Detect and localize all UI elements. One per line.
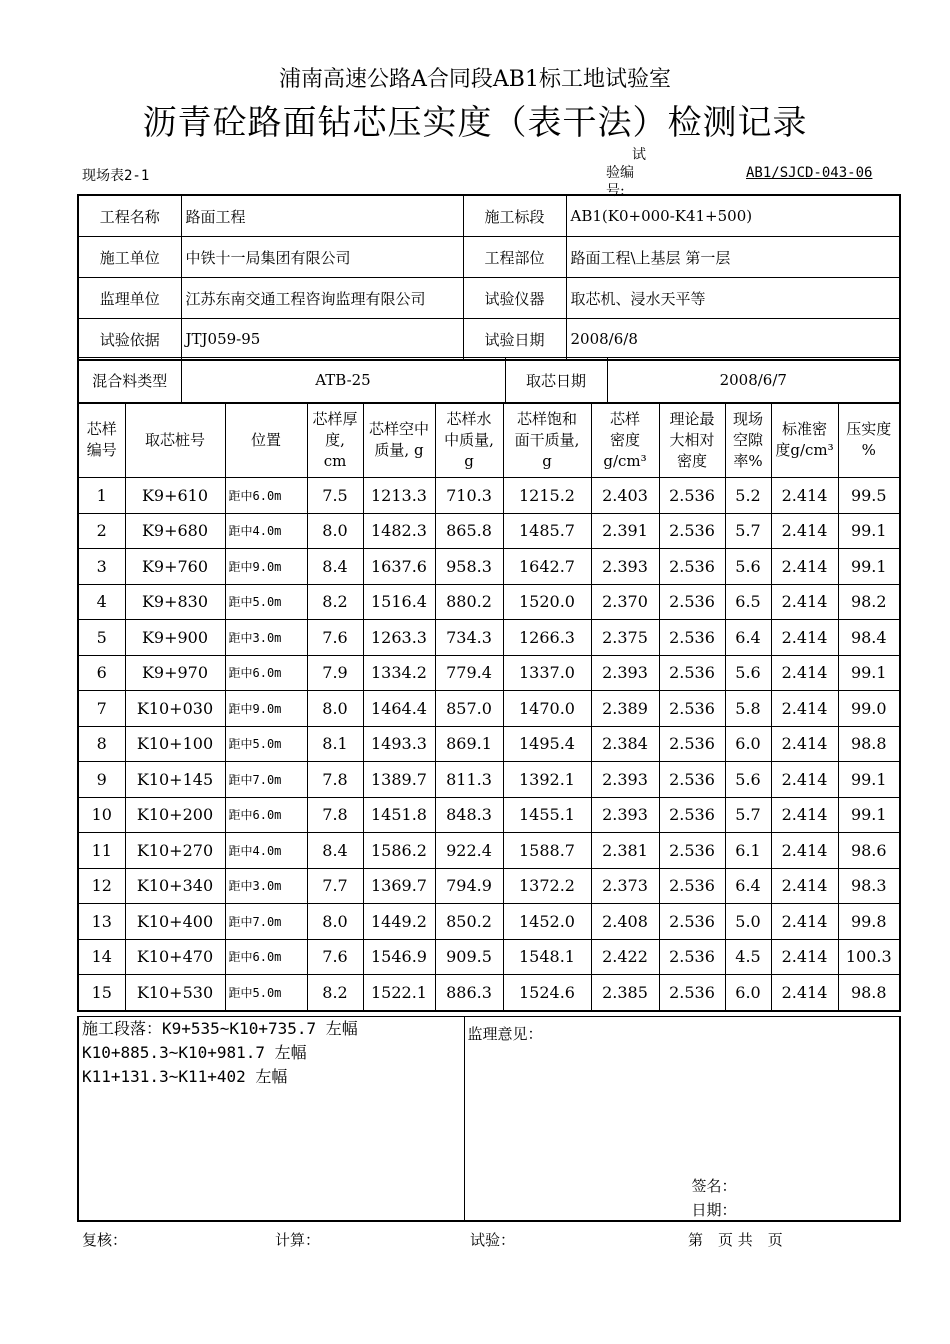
supervision-opinion [464, 1017, 900, 1222]
cell-dry: 1522.1 [363, 975, 435, 1011]
cell-std-density: 2.414 [771, 549, 838, 585]
info-row [78, 278, 900, 319]
cell-water: 922.4 [435, 833, 503, 869]
cell-ssd: 1520.0 [503, 584, 591, 620]
cell-max-density: 2.536 [659, 975, 725, 1011]
header-row [78, 403, 900, 478]
cell-std-density: 2.414 [771, 726, 838, 762]
column-header-line: 芯样空中 [368, 420, 429, 438]
document-title: 沥青砼路面钻芯压实度（表干法）检测记录 [142, 103, 808, 143]
cell-pos: 距中6.0m [225, 939, 307, 975]
coring-date-label: 取芯日期 [505, 358, 607, 404]
cell-max-density: 2.536 [659, 478, 725, 514]
cell-thick: 8.0 [307, 904, 363, 940]
cell-voids: 5.7 [725, 797, 771, 833]
table-row [78, 833, 900, 869]
cell-density: 2.422 [591, 939, 659, 975]
cell-no: 4 [78, 584, 125, 620]
cell-dry: 1213.3 [363, 478, 435, 514]
cell-std-density: 2.414 [771, 868, 838, 904]
cell-voids: 5.7 [725, 513, 771, 549]
cell-no: 9 [78, 762, 125, 798]
cell-thick: 8.0 [307, 513, 363, 549]
info-label: 施工标段 [463, 195, 566, 237]
cell-no: 1 [78, 478, 125, 514]
cell-max-density: 2.536 [659, 584, 725, 620]
column-header-line: 芯样饱和 [516, 409, 577, 428]
cell-water: 869.1 [435, 726, 503, 762]
calc-label: 计算： [275, 1231, 321, 1249]
remarks-table [77, 1016, 901, 1222]
info-value: JTJ059-95 [181, 319, 463, 361]
cell-density: 2.370 [591, 584, 659, 620]
cell-std-density: 2.414 [771, 939, 838, 975]
cell-ssd: 1266.3 [503, 620, 591, 656]
cell-pos: 距中6.0m [225, 797, 307, 833]
cell-no: 14 [78, 939, 125, 975]
cell-max-density: 2.536 [659, 833, 725, 869]
cell-thick: 7.7 [307, 868, 363, 904]
cell-thick: 8.1 [307, 726, 363, 762]
table-row [78, 726, 900, 762]
cell-std-density: 2.414 [771, 797, 838, 833]
cell-max-density: 2.536 [659, 726, 725, 762]
cell-station: K9+830 [125, 584, 225, 620]
cell-density: 2.385 [591, 975, 659, 1011]
cell-thick: 7.9 [307, 655, 363, 691]
info-value: AB1(K0+000-K41+500) [566, 195, 900, 237]
cell-voids: 6.4 [725, 620, 771, 656]
cell-station: K10+145 [125, 762, 225, 798]
cell-density: 2.375 [591, 620, 659, 656]
cell-voids: 5.0 [725, 904, 771, 940]
info-value: 中铁十一局集团有限公司 [181, 237, 463, 278]
cell-thick: 7.6 [307, 620, 363, 656]
cell-density: 2.393 [591, 655, 659, 691]
cell-pos: 距中3.0m [225, 620, 307, 656]
cell-voids: 5.8 [725, 691, 771, 727]
cell-std-density: 2.414 [771, 513, 838, 549]
cell-ssd: 1470.0 [503, 691, 591, 727]
cell-thick: 7.8 [307, 762, 363, 798]
cell-no: 3 [78, 549, 125, 585]
cell-ssd: 1548.1 [503, 939, 591, 975]
cell-max-density: 2.536 [659, 620, 725, 656]
table-row [78, 691, 900, 727]
cell-ssd: 1337.0 [503, 655, 591, 691]
column-header-line: 芯样厚 [312, 409, 358, 428]
cell-compaction: 99.5 [838, 478, 900, 514]
mix-type-label: 混合料类型 [78, 358, 181, 404]
column-header [503, 403, 591, 478]
test-label: 试验： [470, 1231, 516, 1249]
column-header-line: 位置 [250, 430, 281, 449]
info-row [78, 319, 900, 361]
column-header [307, 403, 363, 478]
table-row [78, 549, 900, 585]
supervision-label: 监理意见： [467, 1025, 543, 1043]
cell-compaction: 98.2 [838, 584, 900, 620]
info-label: 施工单位 [78, 237, 181, 278]
cell-ssd: 1485.7 [503, 513, 591, 549]
cell-station: K10+030 [125, 691, 225, 727]
info-label: 监理单位 [78, 278, 181, 319]
cell-compaction: 99.1 [838, 797, 900, 833]
cell-compaction: 99.1 [838, 513, 900, 549]
cell-thick: 7.5 [307, 478, 363, 514]
cell-station: K10+530 [125, 975, 225, 1011]
column-header-line: 度, [325, 430, 345, 449]
cell-ssd: 1455.1 [503, 797, 591, 833]
column-header-line: 理论最 [669, 409, 715, 428]
cell-ssd: 1392.1 [503, 762, 591, 798]
cell-dry: 1451.8 [363, 797, 435, 833]
info-label: 工程名称 [78, 195, 181, 237]
cell-max-density: 2.536 [659, 691, 725, 727]
table-row [78, 868, 900, 904]
cell-dry: 1516.4 [363, 584, 435, 620]
cell-water: 886.3 [435, 975, 503, 1011]
cell-density: 2.393 [591, 797, 659, 833]
column-header-line: 质量, g [374, 441, 424, 459]
cell-no: 5 [78, 620, 125, 656]
column-header-line: 编号 [86, 441, 117, 459]
column-header-line: 度g/cm³ [775, 441, 834, 459]
cell-voids: 6.0 [725, 975, 771, 1011]
cell-std-density: 2.414 [771, 478, 838, 514]
table-row [78, 655, 900, 691]
info-value: 江苏东南交通工程咨询监理有限公司 [181, 278, 463, 319]
cell-water: 865.8 [435, 513, 503, 549]
review-label: 复核： [82, 1231, 128, 1249]
cell-dry: 1637.6 [363, 549, 435, 585]
page-count: 第 页 共 页 [688, 1231, 783, 1249]
cell-max-density: 2.536 [659, 904, 725, 940]
test-number: AB1/SJCD-043-06 [746, 165, 873, 181]
cell-voids: 5.2 [725, 478, 771, 514]
cell-station: K9+970 [125, 655, 225, 691]
cell-dry: 1546.9 [363, 939, 435, 975]
cell-station: K10+200 [125, 797, 225, 833]
column-header [591, 403, 659, 478]
cell-pos: 距中6.0m [225, 478, 307, 514]
cell-no: 8 [78, 726, 125, 762]
column-header-line: cm [323, 451, 347, 470]
cell-thick: 8.0 [307, 691, 363, 727]
cell-density: 2.391 [591, 513, 659, 549]
column-header-line: 中质量, [444, 430, 494, 449]
cell-thick: 8.4 [307, 549, 363, 585]
column-header-line: g [464, 451, 474, 470]
cell-std-density: 2.414 [771, 904, 838, 940]
cell-water: 710.3 [435, 478, 503, 514]
cell-pos: 距中4.0m [225, 833, 307, 869]
section-line: 施工段落：K9+535~K10+735.7 左幅 [82, 1019, 358, 1038]
info-row [78, 195, 900, 237]
cell-station: K10+400 [125, 904, 225, 940]
cell-dry: 1263.3 [363, 620, 435, 656]
cell-density: 2.393 [591, 549, 659, 585]
cell-max-density: 2.536 [659, 513, 725, 549]
column-header [363, 403, 435, 478]
cell-pos: 距中3.0m [225, 868, 307, 904]
info-label: 试验日期 [463, 319, 566, 361]
lab-title: 浦南高速公路A合同段AB1标工地试验室 [279, 67, 671, 92]
cell-density: 2.389 [591, 691, 659, 727]
cell-no: 10 [78, 797, 125, 833]
cell-water: 779.4 [435, 655, 503, 691]
cell-compaction: 99.1 [838, 762, 900, 798]
column-header-line: 密度 [609, 430, 640, 449]
info-label: 试验依据 [78, 319, 181, 361]
info-value: 路面工程\上基层 第一层 [566, 237, 900, 278]
cell-station: K9+610 [125, 478, 225, 514]
cell-voids: 6.0 [725, 726, 771, 762]
cell-water: 734.3 [435, 620, 503, 656]
cell-density: 2.393 [591, 762, 659, 798]
cell-max-density: 2.536 [659, 762, 725, 798]
cell-pos: 距中7.0m [225, 762, 307, 798]
cell-no: 12 [78, 868, 125, 904]
column-header-line: 压实度 [846, 420, 892, 438]
cell-density: 2.384 [591, 726, 659, 762]
table-row [78, 797, 900, 833]
column-header [771, 403, 838, 478]
cell-no: 2 [78, 513, 125, 549]
column-header-line: % [861, 441, 876, 459]
column-header [659, 403, 725, 478]
table-row [78, 904, 900, 940]
cell-station: K10+100 [125, 726, 225, 762]
cell-voids: 5.6 [725, 549, 771, 585]
table-row [78, 939, 900, 975]
cell-std-density: 2.414 [771, 655, 838, 691]
test-number-label [606, 146, 646, 200]
column-header [78, 403, 125, 478]
date-label: 日期： [691, 1201, 737, 1219]
cell-water: 848.3 [435, 797, 503, 833]
cell-pos: 距中5.0m [225, 584, 307, 620]
cell-std-density: 2.414 [771, 833, 838, 869]
cell-ssd: 1642.7 [503, 549, 591, 585]
column-header-line: 率% [733, 451, 763, 470]
cell-no: 15 [78, 975, 125, 1011]
cell-water: 880.2 [435, 584, 503, 620]
column-header-line: 面干质量, [514, 430, 580, 449]
cell-voids: 4.5 [725, 939, 771, 975]
column-header-line: 芯样水 [446, 409, 492, 428]
cell-water: 794.9 [435, 868, 503, 904]
cell-density: 2.373 [591, 868, 659, 904]
table-row [78, 620, 900, 656]
cell-dry: 1389.7 [363, 762, 435, 798]
cell-thick: 7.6 [307, 939, 363, 975]
cell-ssd: 1588.7 [503, 833, 591, 869]
cell-station: K10+340 [125, 868, 225, 904]
cell-std-density: 2.414 [771, 620, 838, 656]
info-value: 取芯机、浸水天平等 [566, 278, 900, 319]
cell-voids: 5.6 [725, 762, 771, 798]
cell-max-density: 2.536 [659, 549, 725, 585]
column-header-line: 芯样 [86, 420, 117, 438]
cell-pos: 距中5.0m [225, 726, 307, 762]
column-header [725, 403, 771, 478]
info-row [78, 237, 900, 278]
cell-water: 958.3 [435, 549, 503, 585]
info-value: 2008/6/8 [566, 319, 900, 361]
coring-date-value: 2008/6/7 [607, 358, 900, 404]
column-header [125, 403, 225, 478]
cell-max-density: 2.536 [659, 939, 725, 975]
cell-ssd: 1215.2 [503, 478, 591, 514]
mix-type-value: ATB-25 [181, 358, 505, 404]
info-value: 路面工程 [181, 195, 463, 237]
cell-std-density: 2.414 [771, 975, 838, 1011]
cell-max-density: 2.536 [659, 868, 725, 904]
cell-no: 7 [78, 691, 125, 727]
column-header-line: 大相对 [669, 430, 715, 449]
column-header-line: 标准密 [781, 420, 827, 438]
cell-voids: 6.5 [725, 584, 771, 620]
cell-water: 850.2 [435, 904, 503, 940]
section-line: K11+131.3~K11+402 左幅 [82, 1067, 288, 1086]
cell-compaction: 98.4 [838, 620, 900, 656]
column-header-line: 芯样 [609, 409, 640, 428]
cell-thick: 8.2 [307, 975, 363, 1011]
test-number-label-line: 验编 [606, 165, 634, 181]
table-row [78, 478, 900, 514]
test-number-label-line: 试 [632, 147, 646, 163]
cell-no: 11 [78, 833, 125, 869]
signature-label: 签名： [691, 1177, 737, 1195]
cell-dry: 1464.4 [363, 691, 435, 727]
cell-std-density: 2.414 [771, 691, 838, 727]
cell-thick: 8.4 [307, 833, 363, 869]
cell-station: K9+900 [125, 620, 225, 656]
cell-dry: 1482.3 [363, 513, 435, 549]
cell-compaction: 98.8 [838, 975, 900, 1011]
cell-compaction: 100.3 [838, 939, 900, 975]
table-row [78, 975, 900, 1011]
column-header-line: 空隙 [732, 430, 763, 449]
cell-voids: 6.1 [725, 833, 771, 869]
cell-pos: 距中9.0m [225, 549, 307, 585]
cell-water: 811.3 [435, 762, 503, 798]
cell-compaction: 99.1 [838, 655, 900, 691]
cell-dry: 1334.2 [363, 655, 435, 691]
cell-density: 2.381 [591, 833, 659, 869]
cell-max-density: 2.536 [659, 797, 725, 833]
column-header-line: g [542, 451, 552, 470]
test-number-label-line: 号: [606, 183, 625, 199]
section-line: K10+885.3~K10+981.7 左幅 [82, 1043, 307, 1062]
cell-voids: 6.4 [725, 868, 771, 904]
construction-sections [78, 1017, 464, 1222]
form-number: 现场表2-1 [82, 168, 150, 184]
table-row [78, 584, 900, 620]
cell-ssd: 1372.2 [503, 868, 591, 904]
project-info-table [77, 194, 901, 361]
core-data-table [77, 402, 901, 1012]
cell-compaction: 99.0 [838, 691, 900, 727]
column-header-line: 取芯桩号 [144, 430, 205, 449]
cell-dry: 1493.3 [363, 726, 435, 762]
cell-max-density: 2.536 [659, 655, 725, 691]
cell-thick: 7.8 [307, 797, 363, 833]
cell-std-density: 2.414 [771, 584, 838, 620]
cell-no: 13 [78, 904, 125, 940]
cell-station: K10+470 [125, 939, 225, 975]
table-row [78, 513, 900, 549]
cell-ssd: 1452.0 [503, 904, 591, 940]
cell-water: 857.0 [435, 691, 503, 727]
cell-voids: 5.6 [725, 655, 771, 691]
cell-water: 909.5 [435, 939, 503, 975]
cell-pos: 距中9.0m [225, 691, 307, 727]
mix-info-table [77, 357, 901, 404]
cell-std-density: 2.414 [771, 762, 838, 798]
cell-thick: 8.2 [307, 584, 363, 620]
cell-station: K9+760 [125, 549, 225, 585]
cell-dry: 1369.7 [363, 868, 435, 904]
cell-compaction: 98.8 [838, 726, 900, 762]
cell-station: K10+270 [125, 833, 225, 869]
cell-compaction: 98.6 [838, 833, 900, 869]
cell-compaction: 99.1 [838, 549, 900, 585]
cell-pos: 距中7.0m [225, 904, 307, 940]
table-row [78, 762, 900, 798]
cell-pos: 距中5.0m [225, 975, 307, 1011]
cell-density: 2.403 [591, 478, 659, 514]
column-header [838, 403, 900, 478]
cell-density: 2.408 [591, 904, 659, 940]
column-header [435, 403, 503, 478]
column-header-line: 现场 [732, 409, 763, 428]
cell-ssd: 1524.6 [503, 975, 591, 1011]
cell-station: K9+680 [125, 513, 225, 549]
column-header [225, 403, 307, 478]
cell-ssd: 1495.4 [503, 726, 591, 762]
cell-pos: 距中4.0m [225, 513, 307, 549]
cell-dry: 1449.2 [363, 904, 435, 940]
cell-dry: 1586.2 [363, 833, 435, 869]
column-header-line: 密度 [676, 451, 707, 470]
column-header-line: g/cm³ [603, 451, 647, 470]
cell-pos: 距中6.0m [225, 655, 307, 691]
info-label: 试验仪器 [463, 278, 566, 319]
cell-compaction: 99.8 [838, 904, 900, 940]
cell-no: 6 [78, 655, 125, 691]
cell-compaction: 98.3 [838, 868, 900, 904]
info-label: 工程部位 [463, 237, 566, 278]
